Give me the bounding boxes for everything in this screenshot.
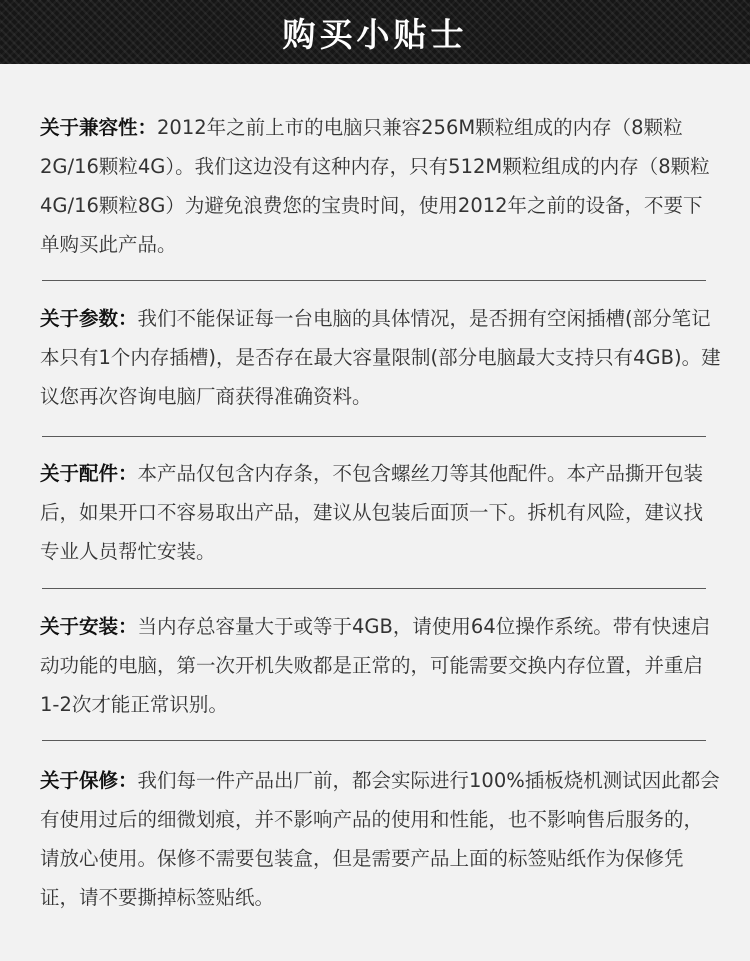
- tip-warranty: [40, 761, 722, 917]
- tip-text: 我们每一件产品出厂前，都会实际进行100%插板烧机测试因此都会有使用过后的细微划痕，并不影响产品的使用和性能，也不影响售后服务的，请放心使用。保修不需要包装盒，但是需要产品上面的标签贴纸作为保修凭证，请不要撕掉标签贴纸。: [40, 769, 720, 909]
- tip-accessories: [40, 454, 722, 571]
- tip-text: 当内存总容量大于或等于4GB，请使用64位操作系统。带有快速启动功能的电脑，第一次开机失败都是正常的，可能需要交换内存位置，并重启1-2次才能正常识别。: [40, 615, 711, 716]
- divider: [42, 740, 706, 741]
- tip-label: 关于参数：: [40, 307, 138, 330]
- tip-label: 关于兼容性：: [40, 116, 158, 139]
- tip-installation: [40, 607, 722, 724]
- page-title: 购买小贴士: [282, 14, 468, 54]
- tip-text: 我们不能保证每一台电脑的具体情况，是否拥有空闲插槽(部分笔记本只有1个内存插槽)，是否存在最大容量限制(部分电脑最大支持只有4GB)。建议您再次咨询电脑厂商获得准确资料。: [40, 307, 721, 408]
- tip-label: 关于保修：: [40, 769, 138, 792]
- tip-text: 本产品仅包含内存条，不包含螺丝刀等其他配件。本产品撕开包装后，如果开口不容易取出产品，建议从包装后面顶一下。拆机有风险，建议找专业人员帮忙安装。: [40, 462, 704, 563]
- tip-label: 关于安装：: [40, 615, 138, 638]
- tip-compatibility: [40, 108, 722, 264]
- divider: [42, 280, 706, 281]
- tip-parameters: [40, 299, 722, 416]
- divider: [42, 588, 706, 589]
- tip-text: 2012年之前上市的电脑只兼容256M颗粒组成的内存（8颗粒2G/16颗粒4G）。我们这边没有这种内存，只有512M颗粒组成的内存（8颗粒4G/16颗粒8G）为避免浪费您的宝贵时间，使用2012年之前的设备，不要下单购买此产品。: [40, 116, 710, 256]
- tip-label: 关于配件：: [40, 462, 138, 485]
- divider: [42, 436, 706, 437]
- header-banner: [0, 0, 750, 64]
